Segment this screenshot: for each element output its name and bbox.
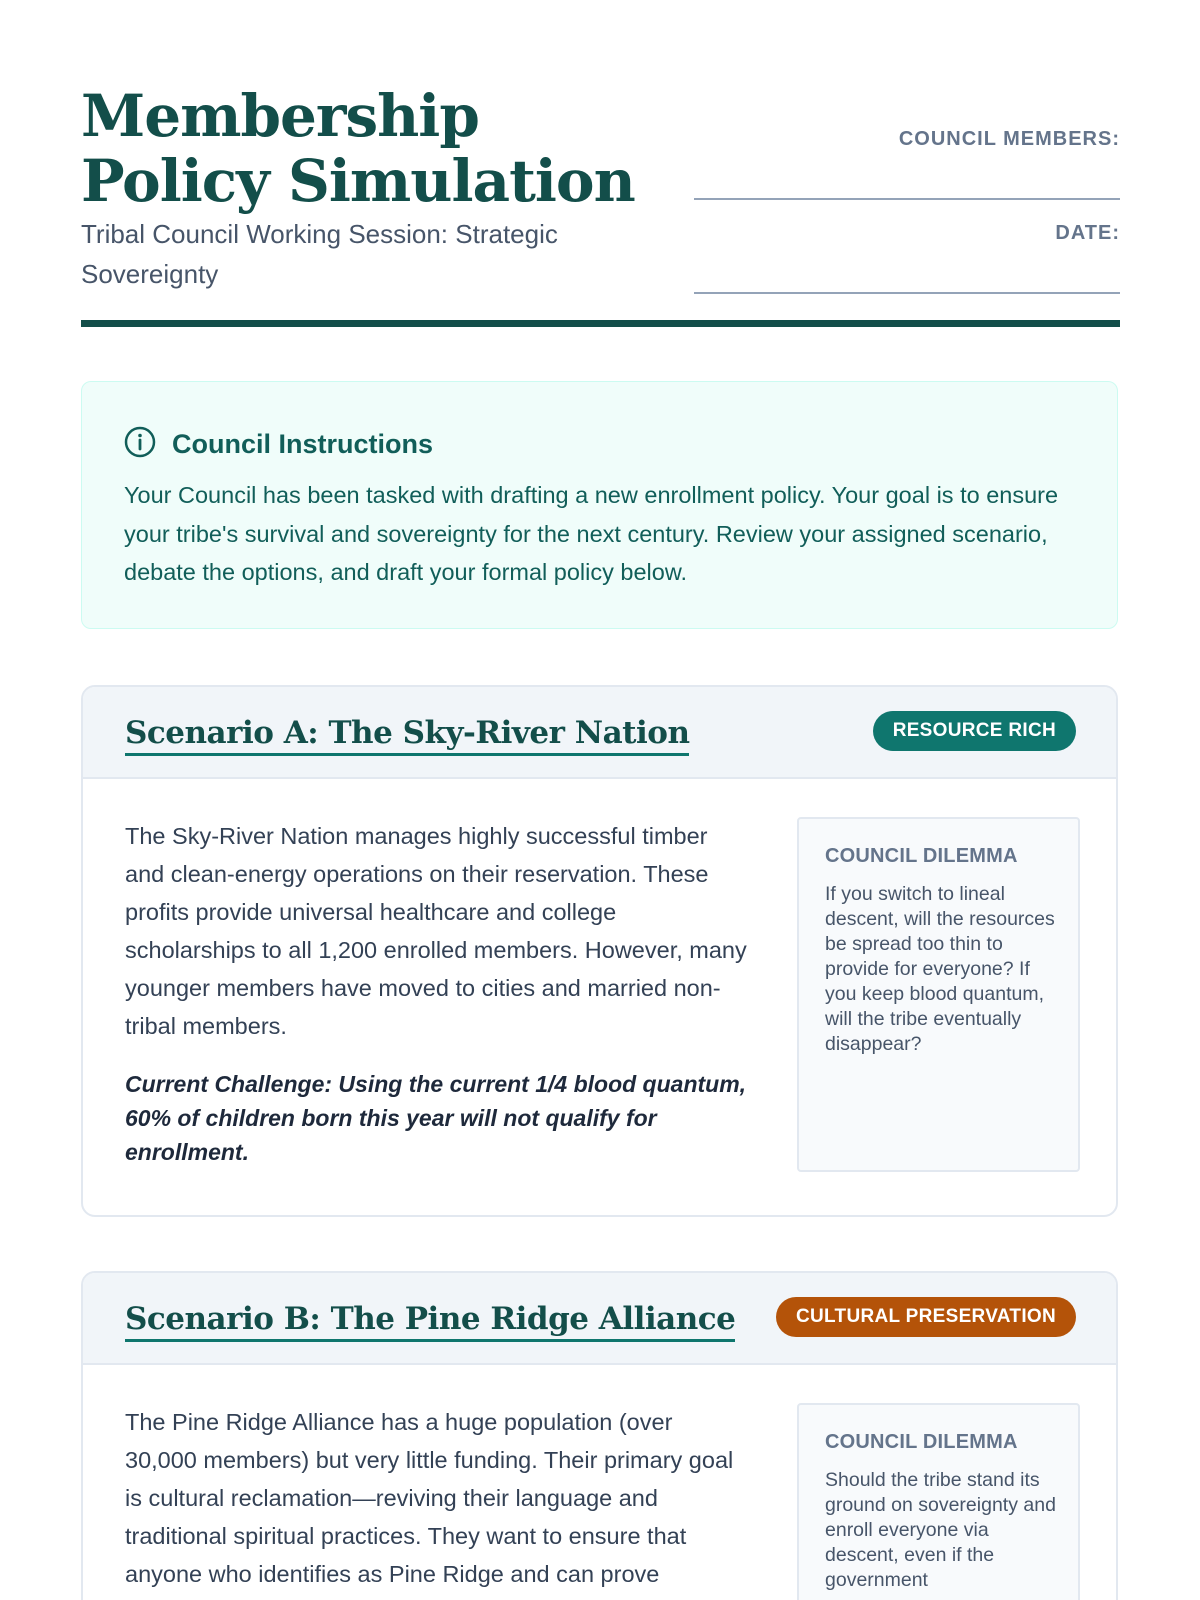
header-divider <box>81 320 1120 327</box>
dilemma-text: Should the tribe stand its ground on sovereignty and enroll everyone via descent, even if the government <box>825 1469 1056 1591</box>
scenario-challenge: Current Challenge: Using the current 1/4 blood quantum, 60% of children born this year will not qualify for enrollment. <box>125 1071 747 1165</box>
scenario-badge: CULTURAL PRESERVATION <box>776 1297 1076 1337</box>
worksheet-page <box>81 0 1120 1591</box>
scenario-description: The Sky-River Nation manages highly successful timber and clean-energy operations on their reservation. These profits provide universal healthcare and college scholarships to all 1,200 enrolled members. However, many younger members have moved to cities and married non-tribal members. <box>125 823 747 1039</box>
instructions-panel <box>81 381 1118 629</box>
scenario-header <box>83 687 1116 779</box>
scenario-card-b <box>81 1271 1118 1600</box>
scenario-text <box>125 817 750 1169</box>
instructions-heading <box>124 426 433 463</box>
instructions-body: Your Council has been tasked with drafting a new enrollment policy. Your goal is to ensure your tribe's survival and sovereignty for the next century. Review your assigned scenario, debate the options, and draft your formal policy below. <box>124 482 1059 585</box>
scenario-description: The Pine Ridge Alliance has a huge population (over 30,000 members) but very little funding. Their primary goal is cultural reclamation—reviving their language and traditional spiritual practices. They want to ensure that anyone who identifies as Pine Ridge and can prove <box>125 1409 734 1587</box>
council-members-label: COUNCIL MEMBERS: <box>898 128 1120 150</box>
dilemma-label: COUNCIL DILEMMA <box>825 1431 1018 1453</box>
scenario-card-a <box>81 685 1118 1217</box>
page-title: Membership Policy Simulation <box>81 82 635 215</box>
date-label: DATE: <box>1055 222 1120 244</box>
scenario-header <box>83 1273 1116 1365</box>
dilemma-text: If you switch to lineal descent, will the resources be spread too thin to provide for everyone? If you keep blood quantum, will the tribe eventually disappear? <box>825 883 1055 1055</box>
date-field[interactable] <box>694 222 1120 294</box>
scenario-text <box>125 1403 750 1593</box>
scenario-badge: RESOURCE RICH <box>873 711 1076 751</box>
page-subtitle: Tribal Council Working Session: Strategic Sovereignty <box>81 219 558 289</box>
info-icon <box>124 426 156 463</box>
council-members-field[interactable] <box>694 128 1120 200</box>
page-header <box>81 0 1120 328</box>
scenario-title: Scenario A: The Sky-River Nation <box>125 713 689 756</box>
instructions-title: Council Instructions <box>172 429 434 459</box>
council-dilemma-box <box>797 1403 1080 1600</box>
scenario-title: Scenario B: The Pine Ridge Alliance <box>125 1299 735 1342</box>
dilemma-label: COUNCIL DILEMMA <box>825 845 1018 867</box>
council-dilemma-box <box>797 817 1080 1172</box>
